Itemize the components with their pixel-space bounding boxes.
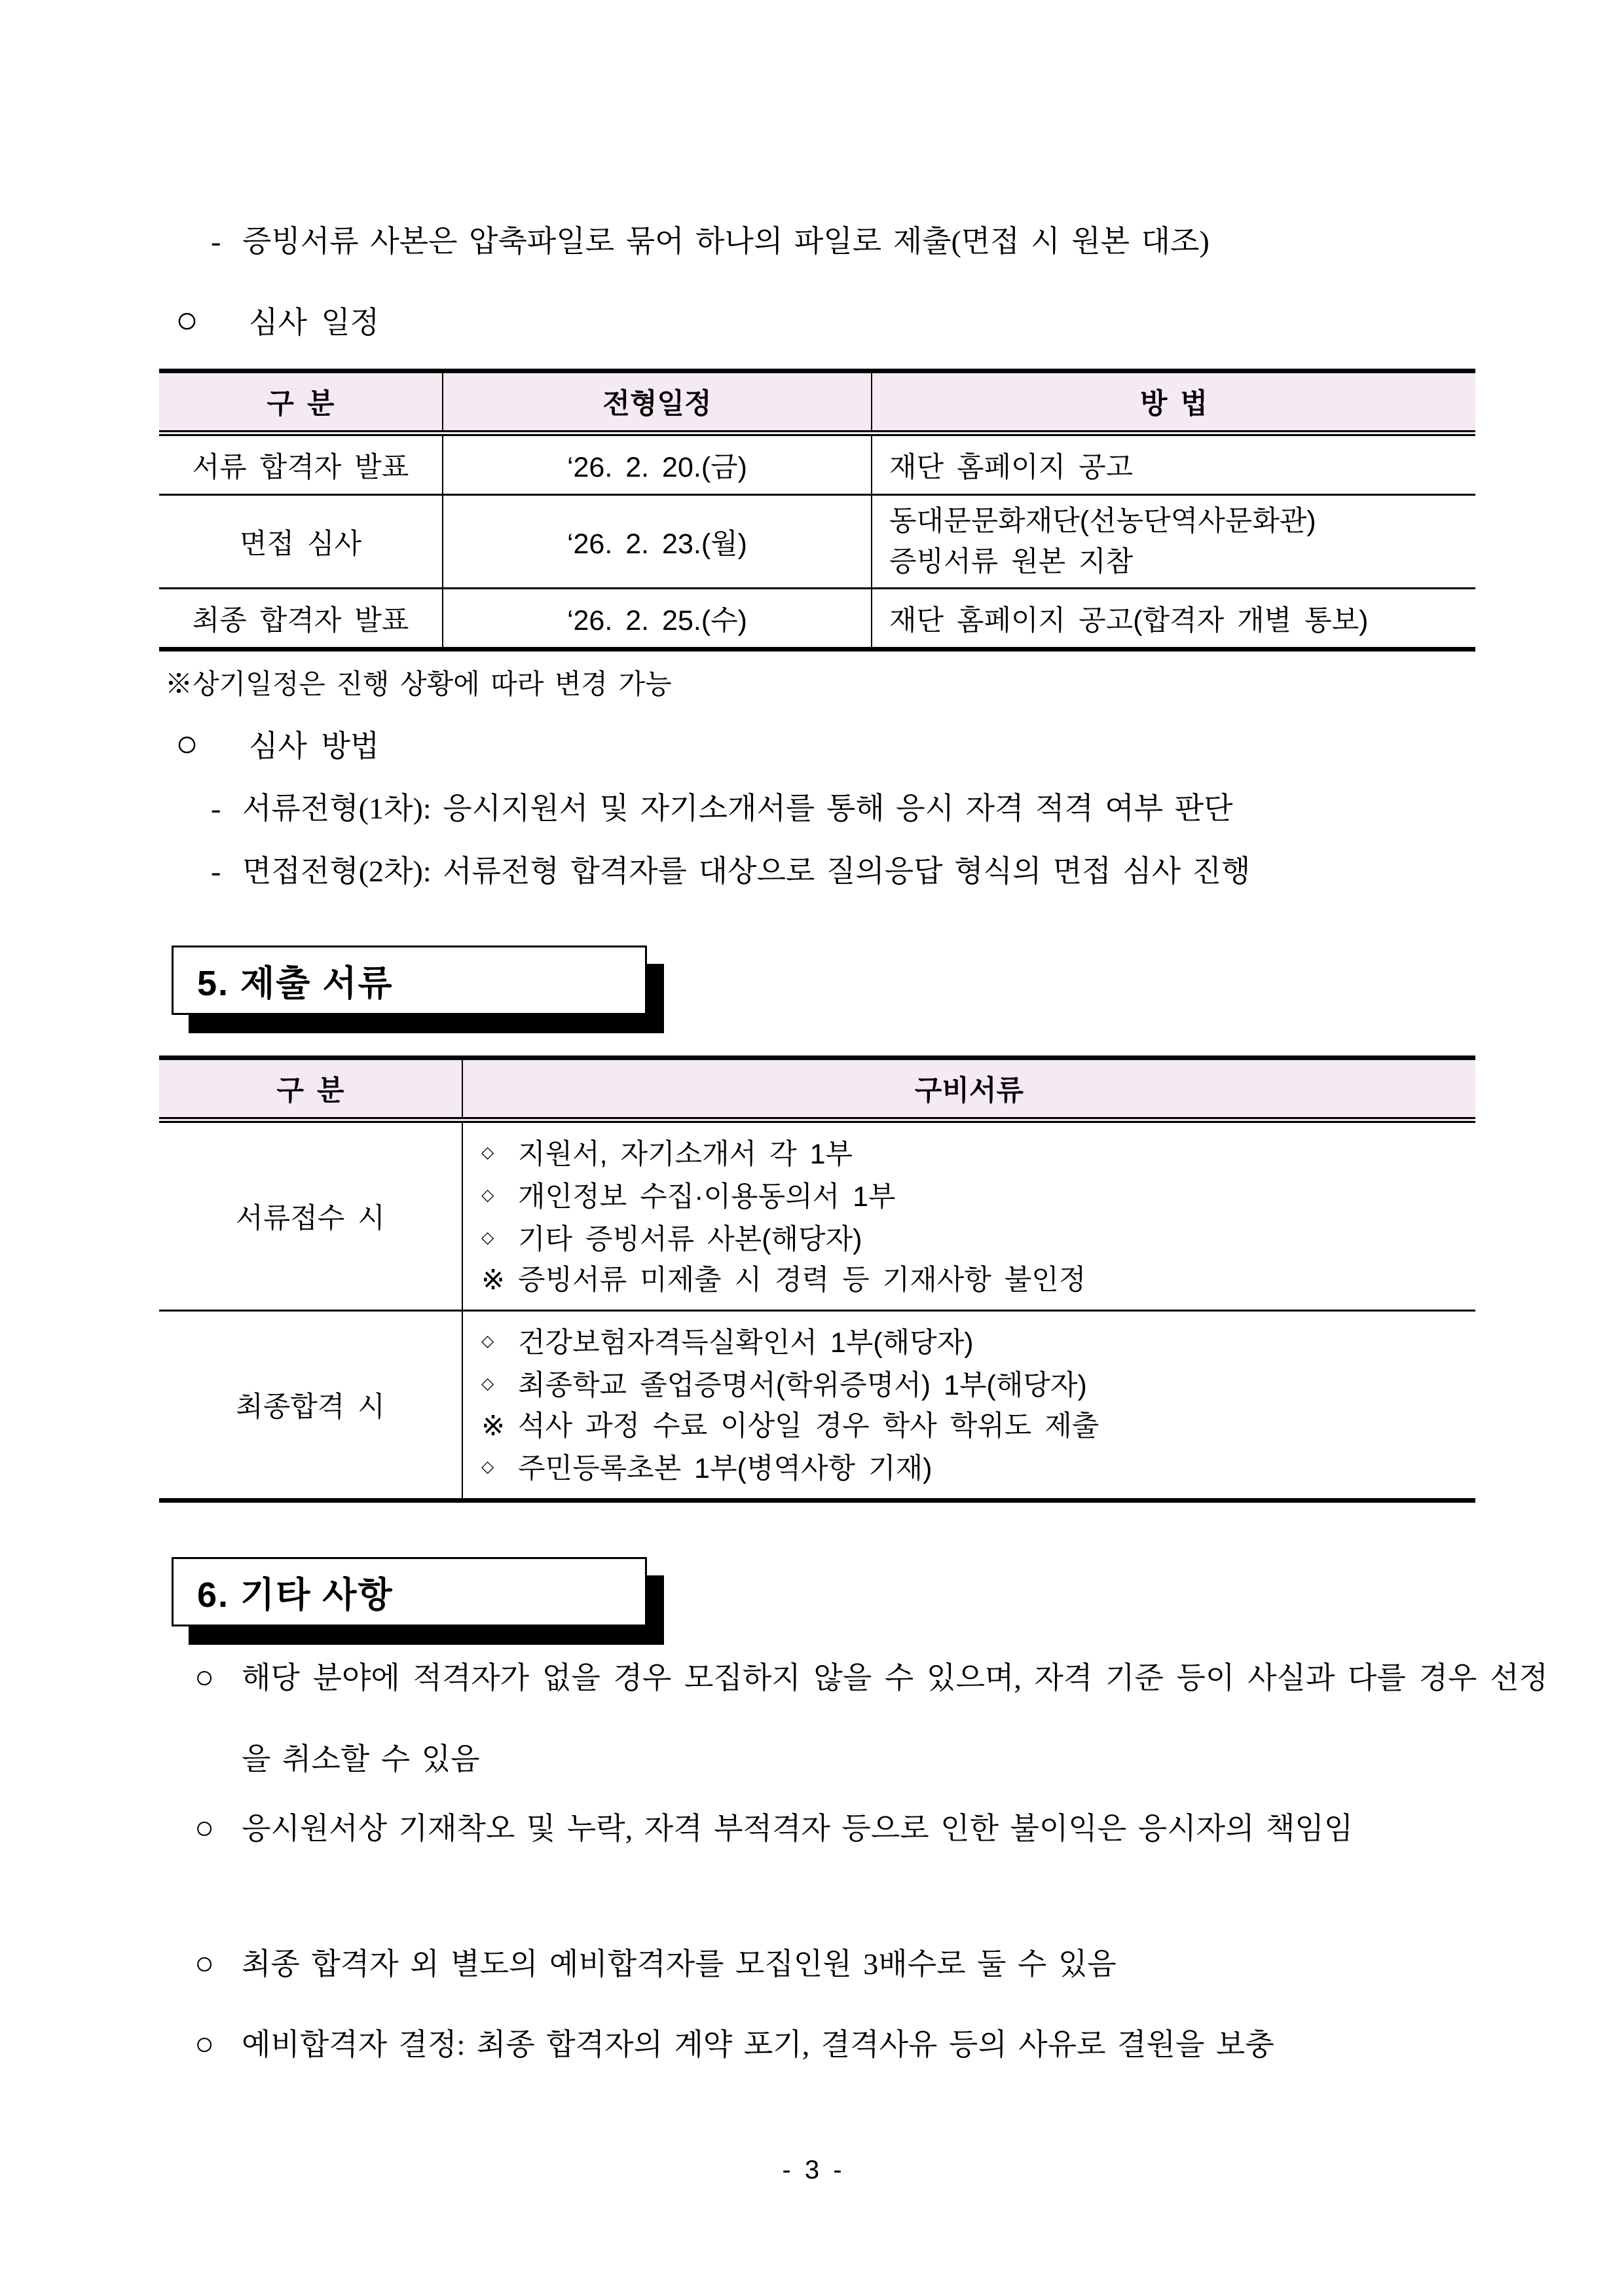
- method-item-text: 면접전형(2차): 서류전형 합격자를 대상으로 질의응답 형식의 면접 심사 진행: [242, 854, 1251, 888]
- submission-table-header: [159, 1060, 1475, 1123]
- document-text: 개인정보 수집·이용동의서 1부: [518, 1181, 896, 1213]
- document-text: 지원서, 자기소개서 각 1부: [518, 1139, 853, 1170]
- document-line: [481, 1363, 1087, 1406]
- method-line: 동대문문화재단(선농단역사문화관): [889, 505, 1316, 537]
- section-heading-others: [172, 1557, 647, 1626]
- document-line: [481, 1321, 974, 1363]
- method-title-text: 심사 방법: [249, 729, 380, 763]
- others-item-text: 해당 분야에 적격자가 없을 경우 모집하지 않을 수 있으며, 자격 기준 등이 사실과 다를 경우 선정을 취소할 수 있음: [242, 1661, 1548, 1776]
- dash-bullet: -: [211, 225, 221, 258]
- row-date: ‘26. 2. 20.(금): [442, 436, 871, 494]
- document-line: [481, 1132, 853, 1175]
- intro-dash-item: [211, 217, 1209, 261]
- row-category: 최종 합격자 발표: [192, 604, 409, 636]
- reference-mark: ※: [481, 1264, 506, 1296]
- header-documents: 구비서류: [462, 1060, 1475, 1117]
- schedule-title-text: 심사 일정: [249, 306, 380, 339]
- method-line: 증빙서류 원본 지참: [889, 546, 1134, 578]
- row-documents: [462, 1312, 1475, 1498]
- document-text: 주민등록초본 1부(병역사항 기재): [518, 1453, 932, 1484]
- row-documents: [462, 1123, 1475, 1310]
- header-category: 구 분: [276, 1075, 344, 1107]
- document-line: [481, 1175, 896, 1217]
- schedule-table-header: [159, 373, 1475, 436]
- circle-bullet: ○: [175, 299, 199, 341]
- page-number: - 3 -: [782, 2156, 842, 2184]
- others-item-text: 최종 합격자 외 별도의 예비합격자를 모집인원 3배수로 둘 수 있음: [242, 1947, 1116, 1981]
- header-date: 전형일정: [442, 373, 871, 430]
- diamond-bullet: ◇: [481, 1186, 494, 1204]
- document-line: [481, 1446, 932, 1489]
- table-row: [159, 587, 1475, 647]
- document-line: [481, 1406, 1099, 1446]
- circle-bullet: ○: [194, 1945, 215, 1981]
- row-category: 서류접수 시: [236, 1203, 385, 1234]
- row-category: 면접 심사: [239, 528, 362, 560]
- document-line: [481, 1217, 862, 1260]
- section-heading-text: 6. 기타 사항: [197, 1575, 394, 1615]
- row-method: 재단 홈페이지 공고(합격자 개별 통보): [871, 589, 1475, 647]
- diamond-bullet: ◇: [481, 1332, 494, 1350]
- others-item: [159, 1922, 1548, 2005]
- diamond-bullet: ◇: [481, 1143, 494, 1162]
- method-item: [211, 847, 1251, 890]
- section-heading-submission: [172, 946, 647, 1015]
- document-line: [481, 1260, 1086, 1300]
- diamond-bullet: ◇: [481, 1458, 494, 1476]
- table-row: [159, 1310, 1475, 1498]
- row-method: 재단 홈페이지 공고: [871, 436, 1475, 494]
- method-item-text: 서류전형(1차): 응시지원서 및 자기소개서를 통해 응시 자격 적격 여부 판단: [242, 792, 1233, 825]
- document-text: 석사 과정 수료 이상일 경우 학사 학위도 제출: [518, 1410, 1099, 1442]
- row-date: ‘26. 2. 25.(수): [442, 589, 871, 647]
- diamond-bullet: ◇: [481, 1374, 494, 1393]
- method-title: [175, 722, 379, 765]
- dash-bullet: -: [211, 854, 221, 888]
- document-text: 건강보험자격득실확인서 1부(해당자): [518, 1327, 974, 1359]
- row-category: 최종합격 시: [236, 1391, 385, 1423]
- others-item: [159, 1636, 1548, 1800]
- schedule-title: [175, 298, 379, 342]
- others-item-text: 응시원서상 기재착오 및 누락, 자격 부적격자 등으로 인한 불이익은 응시자의 책임임: [242, 1812, 1354, 1845]
- document-text: 증빙서류 미제출 시 경력 등 기재사항 불인정: [518, 1264, 1086, 1296]
- intro-dash-text: 증빙서류 사본은 압축파일로 묶어 하나의 파일로 제출(면접 시 원본 대조): [242, 225, 1209, 258]
- others-item-text: 예비합격자 결정: 최종 합격자의 계약 포기, 결격사유 등의 사유로 결원을 보충: [242, 2028, 1274, 2061]
- schedule-note: ※상기일정은 진행 상황에 따라 변경 가능: [165, 670, 672, 700]
- submission-table: [159, 1056, 1475, 1503]
- circle-bullet: ○: [194, 1809, 215, 1846]
- table-row: [159, 436, 1475, 494]
- reference-mark: ※: [481, 1410, 506, 1442]
- table-row: [159, 1123, 1475, 1310]
- header-category: 구 분: [267, 388, 335, 420]
- row-date: ‘26. 2. 23.(월): [442, 496, 871, 587]
- circle-bullet: ○: [175, 722, 199, 765]
- table-row: [159, 494, 1475, 587]
- section-heading-text: 5. 제출 서류: [197, 963, 394, 1003]
- others-item: [159, 2003, 1548, 2085]
- row-method: [871, 496, 1475, 587]
- schedule-table: [159, 369, 1475, 652]
- header-method: 방 법: [871, 373, 1475, 430]
- dash-bullet: -: [211, 792, 221, 825]
- circle-bullet: ○: [194, 2025, 215, 2062]
- circle-bullet: ○: [194, 1659, 215, 1695]
- others-item: [159, 1787, 1548, 1869]
- row-category: 서류 합격자 발표: [192, 451, 409, 483]
- document-text: 기타 증빙서류 사본(해당자): [518, 1224, 862, 1255]
- diamond-bullet: ◇: [481, 1228, 494, 1247]
- document-text: 최종학교 졸업증명서(학위증명서) 1부(해당자): [518, 1370, 1087, 1401]
- method-item: [211, 784, 1233, 828]
